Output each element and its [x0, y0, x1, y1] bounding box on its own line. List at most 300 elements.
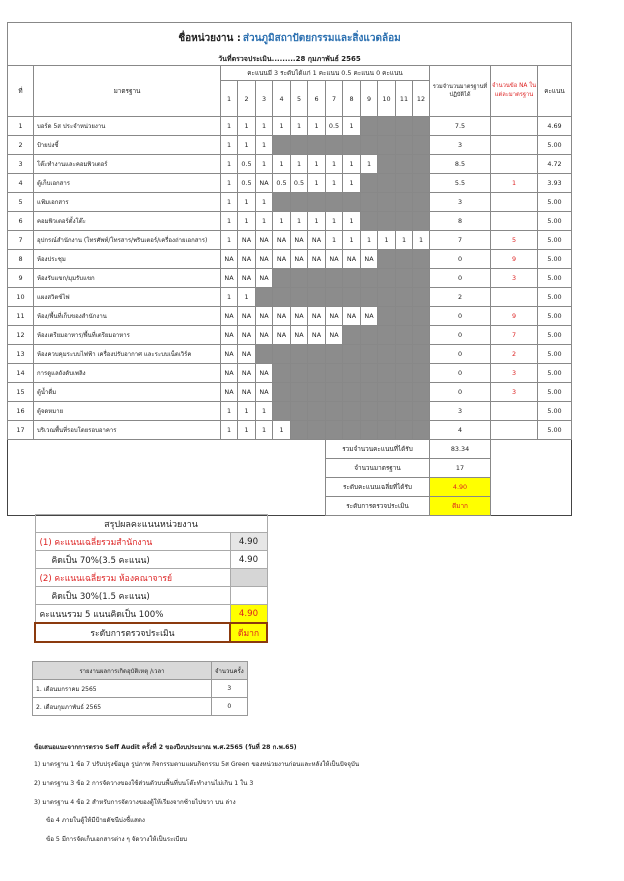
report-col-label: รายงานผลการเกิดอุบัติเหตุ /เวลา: [33, 662, 212, 680]
score-cell: 1: [256, 117, 273, 136]
row-score: 5.00: [538, 212, 572, 231]
totals-row: [8, 459, 572, 478]
totals-label: รวมจำนวนคะแนนที่ได้รับ: [326, 440, 430, 459]
row-standard-name: ตู้เก็บเอกสาร: [34, 174, 221, 193]
empty-score-cell: [378, 136, 396, 155]
score-cell: 1: [256, 402, 273, 421]
score-cell: NA: [291, 326, 308, 345]
empty-score-cell: [378, 326, 396, 345]
empty-score-cell: [343, 345, 361, 364]
table-row: [8, 136, 572, 155]
empty-score-cell: [396, 250, 413, 269]
empty-score-cell: [361, 326, 378, 345]
empty-score-cell: [396, 212, 413, 231]
empty-score-cell: [413, 117, 430, 136]
row-standard-name: บริเวณพื้นที่รอบโดยรอบอาคาร: [34, 421, 221, 440]
empty-score-cell: [326, 364, 343, 383]
score-cell: 1: [273, 117, 291, 136]
score-cell: 1: [343, 212, 361, 231]
table-row: [8, 212, 572, 231]
score-cell: NA: [326, 307, 343, 326]
row-number: 13: [8, 345, 34, 364]
row-total: 0: [430, 383, 491, 402]
row-standard-name: อุปกรณ์สำนักงาน (โทรศัพท์/โทรสาร/พรินเตอร์/เครื่องถ่ายเอกสาร): [34, 231, 221, 250]
score-cell: 1: [221, 193, 238, 212]
empty-score-cell: [273, 345, 291, 364]
totals-row: [8, 478, 572, 497]
score-cell: NA: [221, 383, 238, 402]
empty-score-cell: [378, 269, 396, 288]
table-row: [8, 402, 572, 421]
summary-office-avg-label: (1) คะแนนเฉลี่ยรวมสำนักงาน: [35, 533, 230, 551]
score-cell: 1: [238, 288, 256, 307]
empty-score-cell: [291, 288, 308, 307]
row-number: 5: [8, 193, 34, 212]
row-na-count: 3: [491, 383, 538, 402]
row-score: 5.00: [538, 364, 572, 383]
empty-score-cell: [413, 307, 430, 326]
score-cell: 1: [308, 174, 326, 193]
score-cell: 1: [308, 155, 326, 174]
note-item: 1) มาตรฐาน 1 ข้อ 7 ปรับปรุงข้อมูล รูปภาพ กิจกรรมตามแผนกิจกรรม 5ส Green ของหน่วยงานก่อนและหลังให้เป็นปัจจุบัน: [34, 761, 360, 768]
score-cell: NA: [256, 250, 273, 269]
col-number-header: 2: [238, 81, 256, 117]
row-number: 12: [8, 326, 34, 345]
totals-spacer: [491, 459, 572, 478]
row-score: 5.00: [538, 269, 572, 288]
empty-score-cell: [273, 402, 291, 421]
score-cell: 1: [273, 155, 291, 174]
empty-score-cell: [291, 136, 308, 155]
score-cell: 1: [308, 212, 326, 231]
row-standard-name: คอมพิวเตอร์ตั้งโต๊ะ: [34, 212, 221, 231]
totals-label: ระดับคะแนนเฉลี่ยที่ได้รับ: [326, 478, 430, 497]
report-row-count: 0: [212, 698, 248, 716]
report-row-count: 3: [212, 680, 248, 698]
row-standard-name: การดูแลถังดับเพลิง: [34, 364, 221, 383]
score-cell: 1: [221, 231, 238, 250]
score-cell: NA: [308, 231, 326, 250]
accident-report-table: [32, 661, 248, 716]
empty-score-cell: [378, 250, 396, 269]
empty-score-cell: [308, 345, 326, 364]
empty-score-cell: [308, 421, 326, 440]
row-total: 0: [430, 250, 491, 269]
empty-score-cell: [326, 269, 343, 288]
score-cell: NA: [221, 345, 238, 364]
row-total: 0: [430, 326, 491, 345]
row-na-count: 9: [491, 307, 538, 326]
score-cell: NA: [221, 307, 238, 326]
col-standard-header: มาตรฐาน: [34, 66, 221, 117]
empty-score-cell: [378, 212, 396, 231]
col-number-header: 12: [413, 81, 430, 117]
score-cell: 1: [291, 212, 308, 231]
score-cell: NA: [238, 250, 256, 269]
totals-value: 17: [430, 459, 491, 478]
score-cell: 0.5: [238, 155, 256, 174]
empty-score-cell: [343, 421, 361, 440]
score-cell: NA: [308, 326, 326, 345]
empty-score-cell: [326, 402, 343, 421]
totals-spacer: [8, 440, 326, 459]
row-number: 1: [8, 117, 34, 136]
empty-score-cell: [361, 136, 378, 155]
summary-30-label: คิดเป็น 30%(1.5 คะแนน): [35, 587, 230, 605]
row-score: 4.69: [538, 117, 572, 136]
col-number-header: 5: [291, 81, 308, 117]
table-row: [8, 117, 572, 136]
score-cell: NA: [238, 383, 256, 402]
row-standard-name: ห้องควบคุมระบบไฟฟ้า เครื่องปรับอากาศ และระบบเน็ตเวิร์ค: [34, 345, 221, 364]
score-cell: NA: [326, 326, 343, 345]
score-cell: 1: [256, 136, 273, 155]
score-cell: 1: [343, 174, 361, 193]
row-na-count: 2: [491, 345, 538, 364]
summary-level-value: ดีมาก: [230, 623, 267, 642]
row-total: 0: [430, 269, 491, 288]
note-item: ข้อ 4 ภายในตู้ให้มีป้ายดัชนีบ่งชี้แสดง: [46, 817, 145, 824]
score-cell: 1: [343, 155, 361, 174]
empty-score-cell: [396, 288, 413, 307]
score-cell: NA: [273, 307, 291, 326]
totals-row: [8, 440, 572, 459]
score-cell: 1: [221, 174, 238, 193]
score-cell: NA: [273, 231, 291, 250]
row-standard-name: แผงสวิตช์ไฟ: [34, 288, 221, 307]
row-number: 15: [8, 383, 34, 402]
row-total: 7.5: [430, 117, 491, 136]
score-cell: 1: [326, 155, 343, 174]
score-cell: 1: [256, 421, 273, 440]
row-na-count: 9: [491, 250, 538, 269]
score-cell: 1: [343, 231, 361, 250]
empty-score-cell: [361, 117, 378, 136]
empty-score-cell: [361, 193, 378, 212]
empty-score-cell: [361, 174, 378, 193]
totals-spacer: [491, 440, 572, 459]
score-cell: 0.5: [326, 117, 343, 136]
empty-score-cell: [378, 288, 396, 307]
table-row: [8, 193, 572, 212]
empty-score-cell: [343, 383, 361, 402]
score-cell: 1: [378, 231, 396, 250]
score-cell: NA: [238, 269, 256, 288]
row-standard-name: ป้ายบ่งชี้: [34, 136, 221, 155]
row-total: 0: [430, 345, 491, 364]
empty-score-cell: [396, 269, 413, 288]
score-cell: 0.5: [273, 174, 291, 193]
empty-score-cell: [413, 250, 430, 269]
score-cell: 0.5: [238, 174, 256, 193]
score-cell: 1: [221, 288, 238, 307]
score-cell: 1: [221, 136, 238, 155]
row-na-count: [491, 193, 538, 212]
row-total: 2: [430, 288, 491, 307]
row-standard-name: ตู้จดหมาย: [34, 402, 221, 421]
report-col-count: จำนวนครั้ง: [212, 662, 248, 680]
summary-30-value: [230, 587, 267, 605]
empty-score-cell: [413, 364, 430, 383]
col-number-header: 8: [343, 81, 361, 117]
row-standard-name: บอร์ด 5ส ประจำหน่วยงาน: [34, 117, 221, 136]
score-cell: NA: [291, 307, 308, 326]
score-cell: NA: [308, 307, 326, 326]
score-cell: 1: [238, 212, 256, 231]
empty-score-cell: [291, 193, 308, 212]
notes-heading: ข้อเสนอแนะจากการตรวจ Seff Audit ครั้งที่ 2 ของปีงบประมาณ พ.ศ.2565 (วันที่ 28 ก.พ.65): [34, 744, 297, 751]
table-row: [8, 307, 572, 326]
table-row: [8, 269, 572, 288]
empty-score-cell: [308, 383, 326, 402]
empty-score-cell: [396, 345, 413, 364]
score-cell: NA: [308, 250, 326, 269]
score-cell: NA: [238, 345, 256, 364]
row-total: 0: [430, 364, 491, 383]
totals-spacer: [8, 459, 326, 478]
empty-score-cell: [413, 288, 430, 307]
empty-score-cell: [396, 421, 413, 440]
score-cell: NA: [343, 250, 361, 269]
empty-score-cell: [326, 345, 343, 364]
note-item: 2) มาตรฐาน 3 ข้อ 2 การจัดวางของใช้ส่วนตัวบนพื้นที่บนโต๊ะทำงานไม่เกิน 1 ใน 3: [34, 780, 254, 787]
empty-score-cell: [396, 174, 413, 193]
summary-70-label: คิดเป็น 70%(3.5 คะแนน): [35, 551, 230, 569]
summary-70-value: 4.90: [230, 551, 267, 569]
empty-score-cell: [396, 155, 413, 174]
col-number-header: 1: [221, 81, 238, 117]
totals-spacer: [8, 497, 326, 516]
score-cell: 1: [343, 117, 361, 136]
row-number: 8: [8, 250, 34, 269]
score-cell: NA: [273, 250, 291, 269]
score-cell: 1: [273, 212, 291, 231]
row-na-count: [491, 402, 538, 421]
totals-spacer: [8, 478, 326, 497]
empty-score-cell: [413, 345, 430, 364]
score-cell: 0.5: [291, 174, 308, 193]
header-title-cell: [8, 23, 572, 54]
empty-score-cell: [413, 383, 430, 402]
empty-score-cell: [343, 402, 361, 421]
empty-score-cell: [291, 345, 308, 364]
row-total: 0: [430, 307, 491, 326]
totals-label: ระดับการตรวจประเมิน: [326, 497, 430, 516]
empty-score-cell: [378, 117, 396, 136]
col-number-header: 10: [378, 81, 396, 117]
summary-faculty-avg-value: [230, 569, 267, 587]
empty-score-cell: [378, 364, 396, 383]
score-cell: NA: [256, 326, 273, 345]
score-cell: NA: [291, 231, 308, 250]
empty-score-cell: [378, 421, 396, 440]
totals-spacer: [491, 478, 572, 497]
score-cell: 1: [221, 212, 238, 231]
row-score: 5.00: [538, 250, 572, 269]
summary-total-value: 4.90: [230, 605, 267, 624]
empty-score-cell: [396, 326, 413, 345]
row-number: 6: [8, 212, 34, 231]
empty-score-cell: [291, 383, 308, 402]
score-cell: 1: [308, 117, 326, 136]
row-number: 14: [8, 364, 34, 383]
empty-score-cell: [413, 212, 430, 231]
score-cell: NA: [256, 174, 273, 193]
summary-title: สรุปผลคะแนนหน่วยงาน: [35, 515, 267, 533]
totals-value: ดีมาก: [430, 497, 491, 516]
row-na-count: [491, 117, 538, 136]
empty-score-cell: [326, 383, 343, 402]
empty-score-cell: [396, 193, 413, 212]
row-number: 16: [8, 402, 34, 421]
empty-score-cell: [326, 288, 343, 307]
score-cell: 1: [238, 193, 256, 212]
col-number-header: 9: [361, 81, 378, 117]
col-number-header: 11: [396, 81, 413, 117]
score-cell: 1: [256, 155, 273, 174]
score-cell: NA: [326, 250, 343, 269]
table-row: [8, 421, 572, 440]
score-cell: NA: [221, 250, 238, 269]
table-row: [8, 288, 572, 307]
row-number: 4: [8, 174, 34, 193]
score-cell: 1: [238, 421, 256, 440]
empty-score-cell: [361, 364, 378, 383]
table-row: [8, 231, 572, 250]
empty-score-cell: [378, 174, 396, 193]
col-na-header: จำนวนข้อ NA ในแต่ละมาตรฐาน: [491, 66, 538, 117]
row-number: 11: [8, 307, 34, 326]
empty-score-cell: [308, 288, 326, 307]
score-cell: 1: [326, 212, 343, 231]
empty-score-cell: [413, 269, 430, 288]
empty-score-cell: [413, 155, 430, 174]
col-number-header: 3: [256, 81, 273, 117]
score-cell: 1: [326, 231, 343, 250]
score-cell: 1: [256, 193, 273, 212]
score-cell: NA: [221, 326, 238, 345]
row-standard-name: ห้องรับแขก/มุมรับแขก: [34, 269, 221, 288]
empty-score-cell: [343, 193, 361, 212]
row-standard-name: ห้องประชุม: [34, 250, 221, 269]
score-cell: NA: [256, 231, 273, 250]
score-cell: 1: [221, 402, 238, 421]
empty-score-cell: [413, 193, 430, 212]
score-cell: NA: [361, 307, 378, 326]
empty-score-cell: [413, 136, 430, 155]
row-total: 4: [430, 421, 491, 440]
row-na-count: 1: [491, 174, 538, 193]
empty-score-cell: [396, 364, 413, 383]
row-score: 5.00: [538, 326, 572, 345]
empty-score-cell: [361, 269, 378, 288]
empty-score-cell: [396, 136, 413, 155]
score-cell: NA: [238, 364, 256, 383]
row-na-count: 7: [491, 326, 538, 345]
score-cell: NA: [256, 364, 273, 383]
row-na-count: [491, 136, 538, 155]
score-cell: 1: [221, 155, 238, 174]
empty-score-cell: [361, 212, 378, 231]
score-cell: NA: [273, 326, 291, 345]
empty-score-cell: [273, 193, 291, 212]
score-cell: 1: [413, 231, 430, 250]
empty-score-cell: [343, 364, 361, 383]
score-cell: NA: [238, 307, 256, 326]
col-score-range-header: คะแนนมี 3 ระดับได้แก่ 1 คะแนน 0.5 คะแนน 0 คะแนน: [221, 66, 430, 81]
summary-table: [34, 514, 268, 643]
row-na-count: 3: [491, 364, 538, 383]
score-cell: 1: [238, 402, 256, 421]
row-total: 7: [430, 231, 491, 250]
empty-score-cell: [291, 269, 308, 288]
row-standard-name: ห้องเตรียมอาหาร/พื้นที่เตรียมอาหาร: [34, 326, 221, 345]
score-cell: 1: [396, 231, 413, 250]
empty-score-cell: [308, 269, 326, 288]
summary-faculty-avg-label: (2) คะแนนเฉลี่ยรวม ห้องคณาจารย์: [35, 569, 230, 587]
row-na-count: [491, 155, 538, 174]
summary-level-label: ระดับการตรวจประเมิน: [35, 623, 230, 642]
row-number: 9: [8, 269, 34, 288]
totals-row: [8, 497, 572, 516]
empty-score-cell: [413, 402, 430, 421]
table-row: [8, 155, 572, 174]
report-row-label: 1. เดือนมกราคม 2565: [33, 680, 212, 698]
empty-score-cell: [361, 421, 378, 440]
empty-score-cell: [326, 136, 343, 155]
row-standard-name: ตู้น้ำดื่ม: [34, 383, 221, 402]
score-cell: NA: [221, 269, 238, 288]
row-standard-name: โต๊ะทำงานและคอมพิวเตอร์: [34, 155, 221, 174]
empty-score-cell: [273, 136, 291, 155]
totals-label: จำนวนมาตรฐาน: [326, 459, 430, 478]
score-cell: NA: [238, 326, 256, 345]
empty-score-cell: [343, 288, 361, 307]
score-cell: 1: [291, 155, 308, 174]
empty-score-cell: [378, 307, 396, 326]
row-score: 5.00: [538, 231, 572, 250]
table-row: [8, 326, 572, 345]
header-unit-name: ส่วนภูมิสถาปัตยกรรมและสิ่งแวดล้อม: [242, 32, 401, 44]
empty-score-cell: [378, 345, 396, 364]
score-cell: NA: [221, 364, 238, 383]
empty-score-cell: [396, 383, 413, 402]
empty-score-cell: [326, 193, 343, 212]
note-item: 3) มาตรฐาน 4 ข้อ 2 สำหรับการจัดวางของตู้ให้เรียงจากซ้ายไปขวา บน ล่าง: [34, 799, 236, 806]
empty-score-cell: [291, 364, 308, 383]
empty-score-cell: [256, 288, 273, 307]
empty-score-cell: [308, 402, 326, 421]
empty-score-cell: [378, 155, 396, 174]
row-na-count: 3: [491, 269, 538, 288]
totals-value: 83.34: [430, 440, 491, 459]
row-standard-name: แฟ้มเอกสาร: [34, 193, 221, 212]
table-row: [8, 345, 572, 364]
empty-score-cell: [343, 136, 361, 155]
row-number: 17: [8, 421, 34, 440]
row-number: 7: [8, 231, 34, 250]
score-cell: 1: [326, 174, 343, 193]
report-row-label: 2. เดือนกุมภาพันธ์ 2565: [33, 698, 212, 716]
row-score: 5.00: [538, 307, 572, 326]
row-total: 3: [430, 402, 491, 421]
table-row: [8, 364, 572, 383]
audit-score-table: [7, 22, 572, 516]
empty-score-cell: [396, 117, 413, 136]
row-na-count: 5: [491, 231, 538, 250]
score-cell: NA: [256, 269, 273, 288]
row-score: 5.00: [538, 421, 572, 440]
